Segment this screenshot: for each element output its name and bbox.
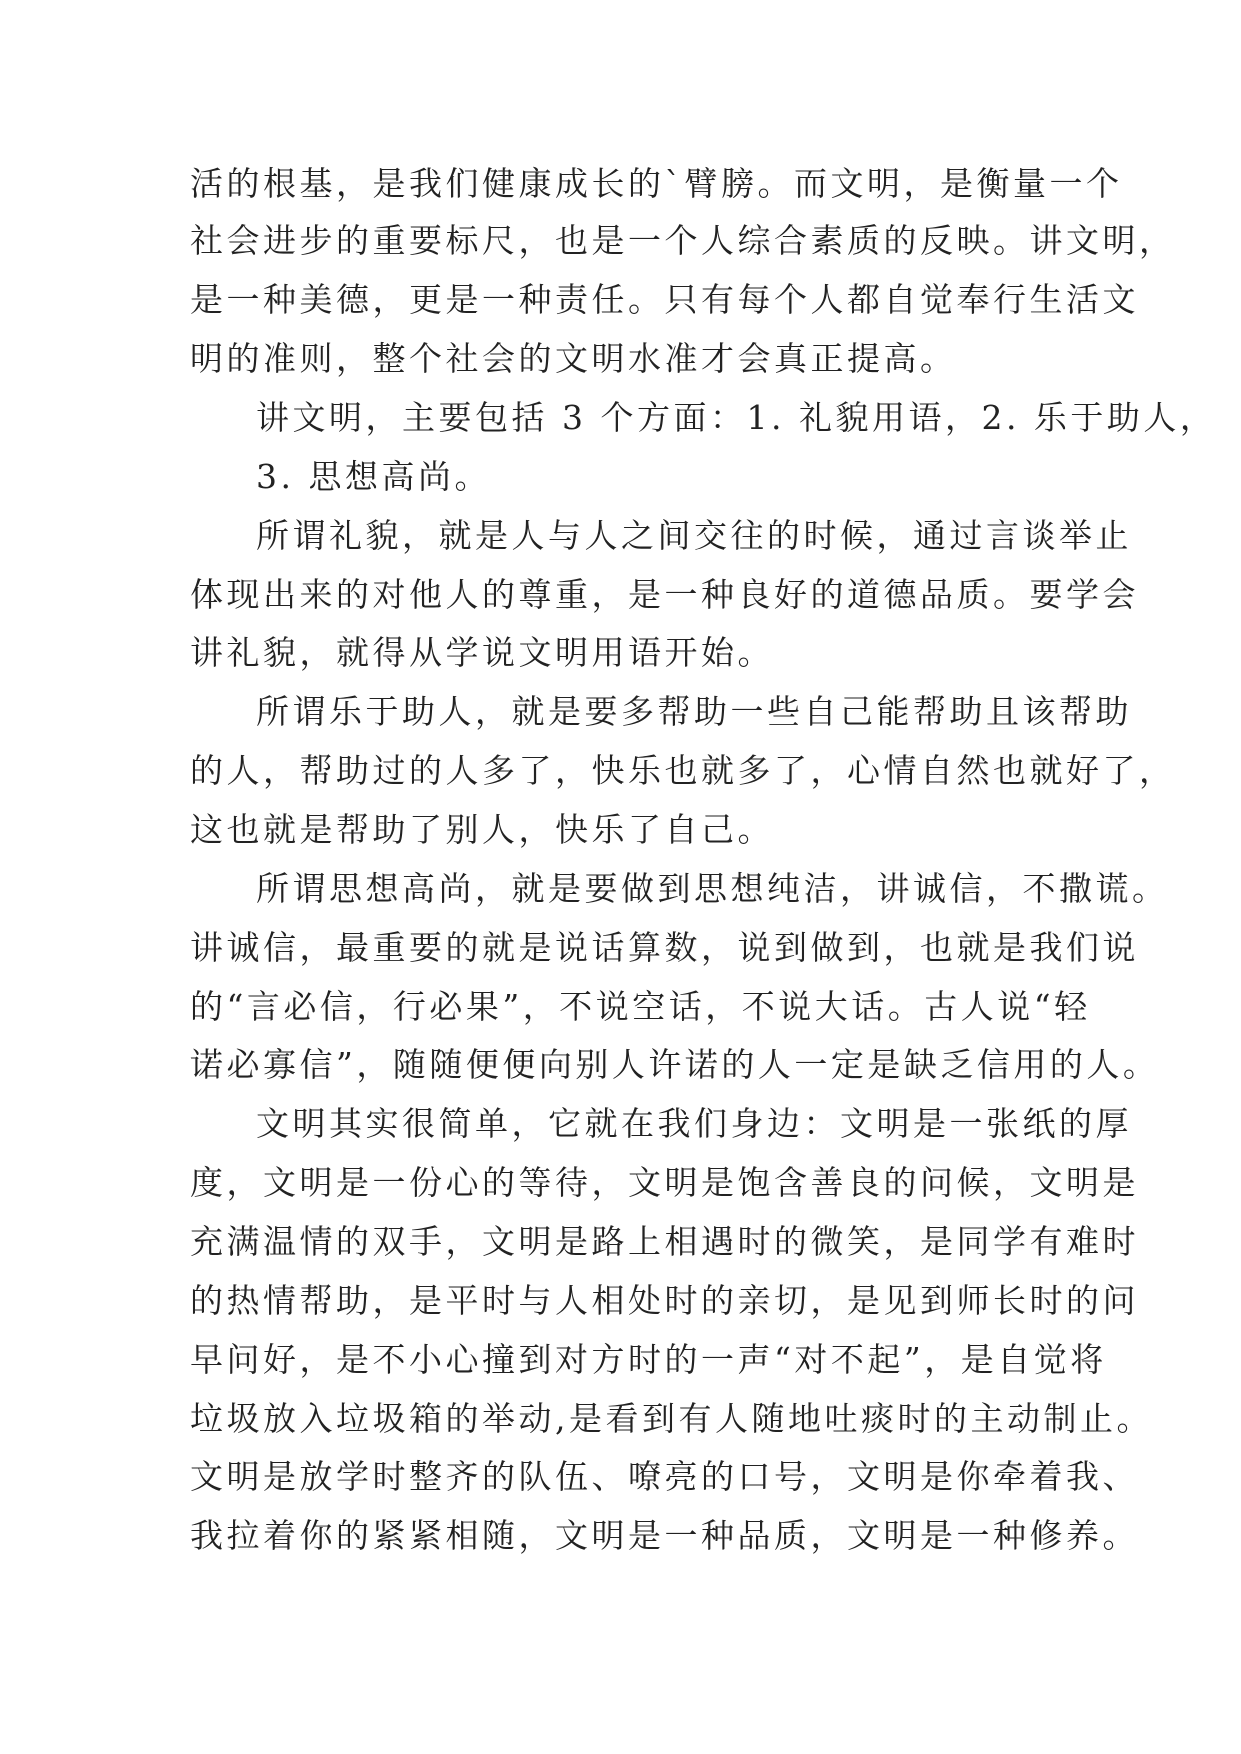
text-line: 讲文明，主要包括 3 个方面：1. 礼貌用语，2. 乐于助人， <box>256 398 1217 437</box>
text-line: 活的根基，是我们健康成长的`臂膀。而文明，是衡量一个 <box>190 164 1123 203</box>
text-line: 的人，帮助过的人多了，快乐也就多了，心情自然也就好了， <box>190 751 1176 790</box>
text-line: 度，文明是一份心的等待，文明是饱含善良的问候，文明是 <box>190 1163 1139 1202</box>
text-line: 是一种美德，更是一种责任。只有每个人都自觉奉行生活文 <box>190 280 1139 319</box>
text-line: 这也就是帮助了别人，快乐了自己。 <box>190 810 774 849</box>
text-line: 文明其实很简单，它就在我们身边：文明是一张纸的厚 <box>256 1104 1132 1143</box>
text-line: 所谓乐于助人，就是要多帮助一些自己能帮助且该帮助 <box>256 692 1132 731</box>
text-line: 我拉着你的紧紧相随，文明是一种品质，文明是一种修养。 <box>190 1516 1139 1555</box>
text-line: 文明是放学时整齐的队伍、嘹亮的口号，文明是你牵着我、 <box>190 1457 1139 1496</box>
text-line: 充满温情的双手，文明是路上相遇时的微笑，是同学有难时 <box>190 1222 1139 1261</box>
text-line: 社会进步的重要标尺，也是一个人综合素质的反映。讲文明， <box>190 221 1176 260</box>
text-line: 讲礼貌，就得从学说文明用语开始。 <box>190 633 774 672</box>
text-line: 体现出来的对他人的尊重，是一种良好的道德品质。要学会 <box>190 575 1139 614</box>
text-line: 早问好，是不小心撞到对方时的一声“对不起”，是自觉将 <box>190 1340 1107 1379</box>
text-line: 明的准则，整个社会的文明水准才会真正提高。 <box>190 339 957 378</box>
text-line: 3. 思想高尚。 <box>256 457 491 496</box>
text-line: 所谓礼貌，就是人与人之间交往的时候，通过言谈举止 <box>256 516 1132 555</box>
text-line: 讲诚信，最重要的就是说话算数，说到做到，也就是我们说 <box>190 928 1139 967</box>
text-line: 所谓思想高尚，就是要做到思想纯洁，讲诚信，不撒谎。 <box>256 869 1169 908</box>
text-line: 诺必寡信”，随随便便向别人许诺的人一定是缺乏信用的人。 <box>190 1045 1160 1084</box>
text-line: 的热情帮助，是平时与人相处时的亲切，是见到师长时的问 <box>190 1281 1139 1320</box>
text-line: 的“言必信，行必果”，不说空话，不说大话。古人说“轻 <box>190 987 1091 1026</box>
text-line: 垃圾放入垃圾箱的举动,是看到有人随地吐痰时的主动制止。 <box>190 1399 1153 1438</box>
